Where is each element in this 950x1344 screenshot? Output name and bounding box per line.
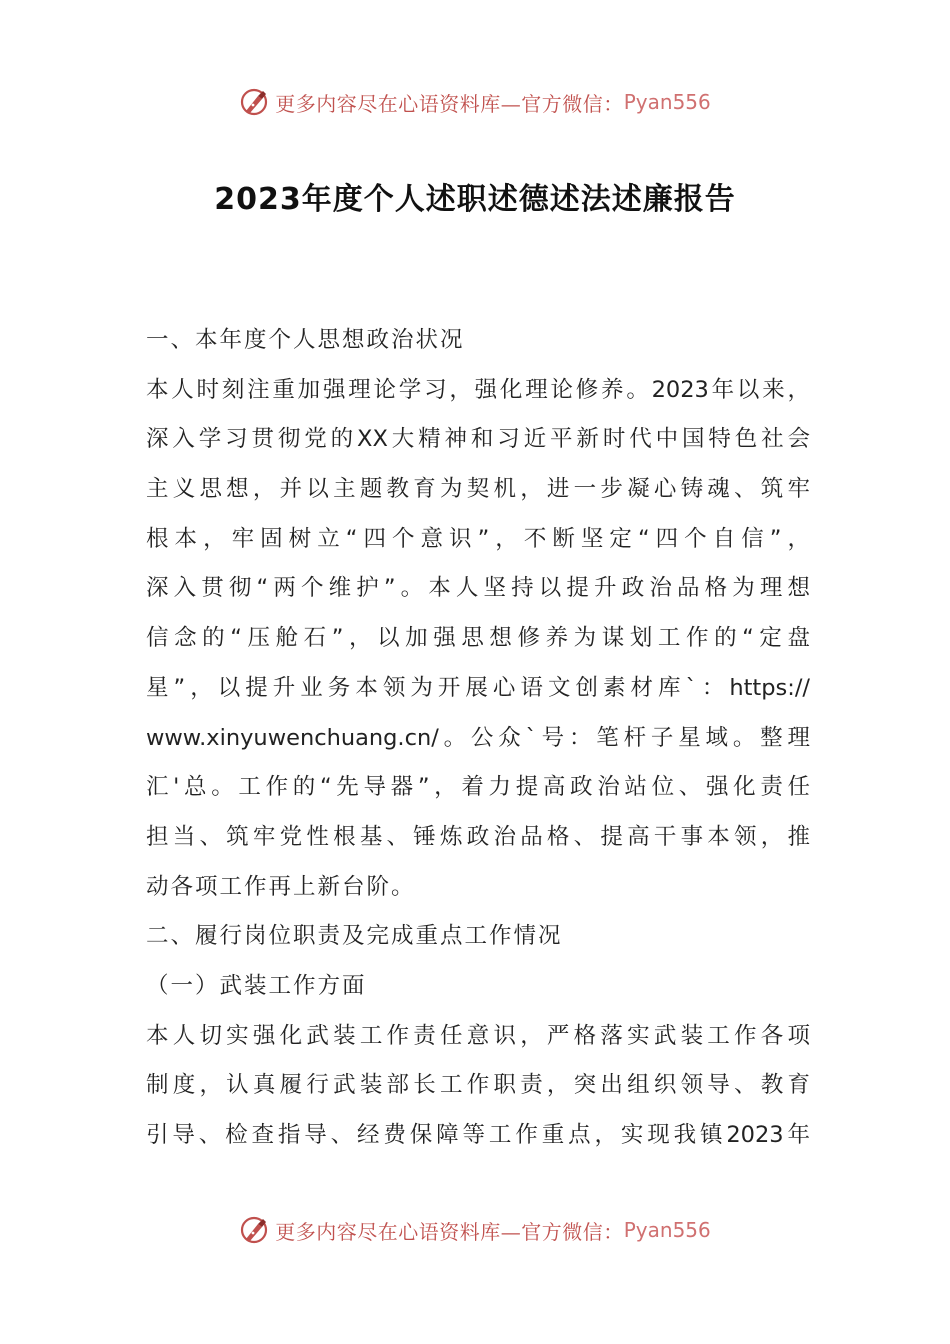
paragraph-line: 汇'总。工作的“先导器”，着力提高政治站位、强化责任 bbox=[146, 774, 810, 801]
subsection-heading: （一）武装工作方面 bbox=[146, 972, 367, 999]
section-heading: 二、履行岗位职责及完成重点工作情况 bbox=[146, 923, 563, 950]
paragraph-line: 引导、检查指导、经费保障等工作重点，实现我镇2023年 bbox=[146, 1122, 810, 1148]
footer-watermark-banner bbox=[0, 1210, 950, 1250]
paragraph-line: 本人时刻注重加强理论学习，强化理论修养。2023年以来， bbox=[146, 376, 810, 403]
footer-banner-text: 更多内容尽在心语资料库—官方微信： bbox=[275, 1219, 624, 1244]
paragraph-line: www.xinyuwenchuang.cn/。公众`号：笔杆子星域。整理 bbox=[146, 724, 810, 751]
pen-nib-circle-logo bbox=[239, 1215, 269, 1245]
section-heading: 一、本年度个人思想政治状况 bbox=[146, 327, 465, 353]
paragraph-line: 深入贯彻“两个维护”。本人坚持以提升政治品格为理想 bbox=[146, 575, 810, 602]
paragraph-line: 主义思想，并以主题教育为契机，进一步凝心铸魂、筑牢 bbox=[146, 476, 810, 503]
header-watermark-banner bbox=[0, 82, 950, 122]
paragraph-line: 本人切实强化武装工作责任意识，严格落实武装工作各项 bbox=[146, 1022, 810, 1049]
paragraph-line: 信念的“压舱石”，以加强思想修养为谋划工作的“定盘 bbox=[146, 625, 810, 652]
header-wechat-id: Pyan556 bbox=[623, 90, 711, 114]
header-banner-text: 更多内容尽在心语资料库—官方微信： bbox=[275, 91, 624, 116]
paragraph-line: 动各项工作再上新台阶。 bbox=[146, 873, 416, 900]
document-title: 2023年度个人述职述德述法述廉报告 bbox=[214, 182, 736, 217]
paragraph-line: 深入学习贯彻党的XX大精神和习近平新时代中国特色社会 bbox=[146, 426, 810, 453]
paragraph-line: 担当、筑牢党性根基、锤炼政治品格、提高干事本领，推 bbox=[146, 823, 810, 850]
footer-wechat-id: Pyan556 bbox=[623, 1218, 711, 1242]
paragraph-line: 制度，认真履行武装部长工作职责，突出组织领导、教育 bbox=[146, 1072, 810, 1099]
paragraph-line: 根本，牢固树立“四个意识”，不断坚定“四个自信”， bbox=[146, 525, 810, 552]
pen-nib-circle-logo bbox=[239, 87, 269, 117]
paragraph-line: 星”，以提升业务本领为开展心语文创素材库`：https:// bbox=[146, 674, 810, 701]
document-body bbox=[146, 316, 810, 1161]
